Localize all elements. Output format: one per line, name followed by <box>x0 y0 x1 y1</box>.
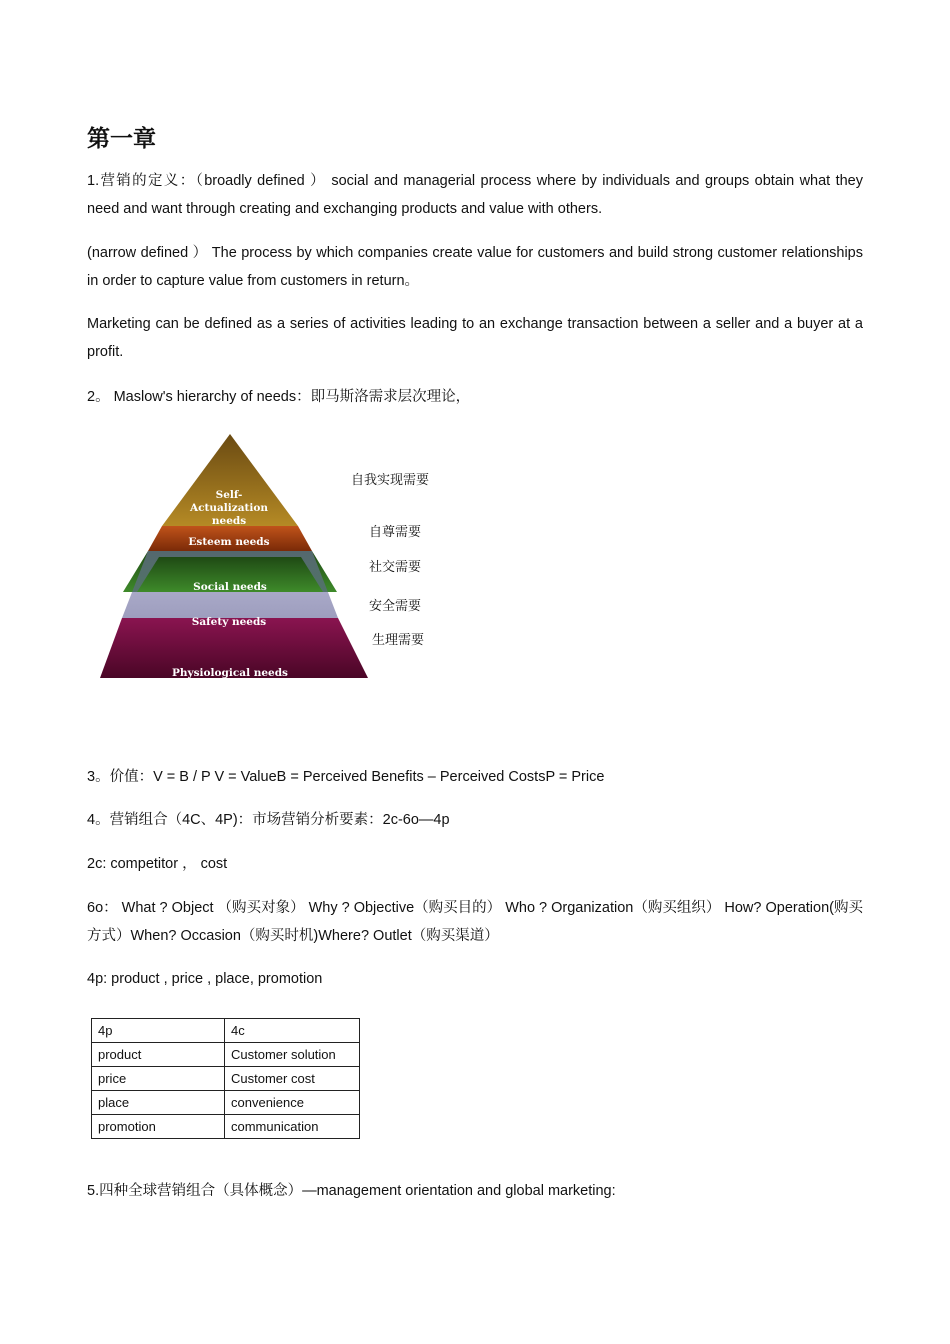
pyramid-cn-social: 社交需要 <box>369 560 422 575</box>
pyramid-label-self-line3: needs <box>211 515 247 527</box>
pyramid-label-self-line2: Actualization <box>189 502 269 514</box>
paragraph-marketing-mix: 4。营销组合（4C、4P)：市场营销分析要素：2c-6o—4p <box>87 812 450 828</box>
paragraph-4p: 4p: product , price , place, promotion <box>87 971 323 987</box>
table-cell: 4p <box>92 1019 225 1043</box>
paragraph-6o: 6o： What ? Object （购买对象） Why ? Objective（购买目的） Who ? Organization（购买组织） How? Operation(购买方式）When? Occasion（购买时机)Where? Outlet（购买渠道） <box>87 900 863 944</box>
pyramid-label-social: Social needs <box>193 581 267 593</box>
table-row <box>92 1115 360 1139</box>
maslow-pyramid-figure <box>95 430 455 690</box>
4p-4c-table <box>91 1018 360 1139</box>
table-cell: place <box>92 1091 225 1115</box>
table-cell: convenience <box>225 1091 360 1115</box>
pyramid-cn-physiological: 生理需要 <box>372 633 425 648</box>
paragraph-global-marketing-mix: 5.四种全球营销组合（具体概念）—management orientation and global marketing: <box>87 1183 616 1199</box>
table-row <box>92 1019 360 1043</box>
table-cell: promotion <box>92 1115 225 1139</box>
chapter-heading: 第一章 <box>87 125 156 152</box>
paragraph-marketing-definition-broad: 1.营销的定义：（broadly defined ） social and managerial process where by individuals and groups obtain what they need and want through creating and exchanging products and value with others. <box>87 173 863 217</box>
table-row <box>92 1067 360 1091</box>
table-cell: communication <box>225 1115 360 1139</box>
table-cell: price <box>92 1067 225 1091</box>
pyramid-label-esteem: Esteem needs <box>188 536 270 548</box>
maslow-pyramid-svg <box>95 430 455 690</box>
paragraph-maslow-title: 2。 Maslow's hierarchy of needs：即马斯洛需求层次理论， <box>87 389 471 405</box>
paragraph-value-formula: 3。价值：V = B / P V = ValueB = Perceived Benefits – Perceived CostsP = Price <box>87 769 605 785</box>
table-row <box>92 1043 360 1067</box>
pyramid-cn-safety: 安全需要 <box>369 599 422 614</box>
table-cell: Customer cost <box>225 1067 360 1091</box>
pyramid-label-physiological: Physiological needs <box>172 667 288 679</box>
table-cell: product <box>92 1043 225 1067</box>
pyramid-cn-esteem: 自尊需要 <box>369 525 422 540</box>
paragraph-marketing-definition-narrow: (narrow defined ） The process by which companies create value for customers and build strong customer relationships in order to capture value from customers in return。 <box>87 245 863 289</box>
table-cell: Customer solution <box>225 1043 360 1067</box>
paragraph-2c: 2c: competitor ， cost <box>87 856 228 872</box>
table-row <box>92 1091 360 1115</box>
pyramid-cn-self: 自我实现需要 <box>351 473 430 488</box>
pyramid-label-safety: Safety needs <box>191 616 267 628</box>
table-cell: 4c <box>225 1019 360 1043</box>
pyramid-label-self-line1: Self- <box>215 489 243 501</box>
paragraph-marketing-exchange: Marketing can be defined as a series of activities leading to an exchange transaction between a seller and a buyer at a profit. <box>87 316 863 360</box>
